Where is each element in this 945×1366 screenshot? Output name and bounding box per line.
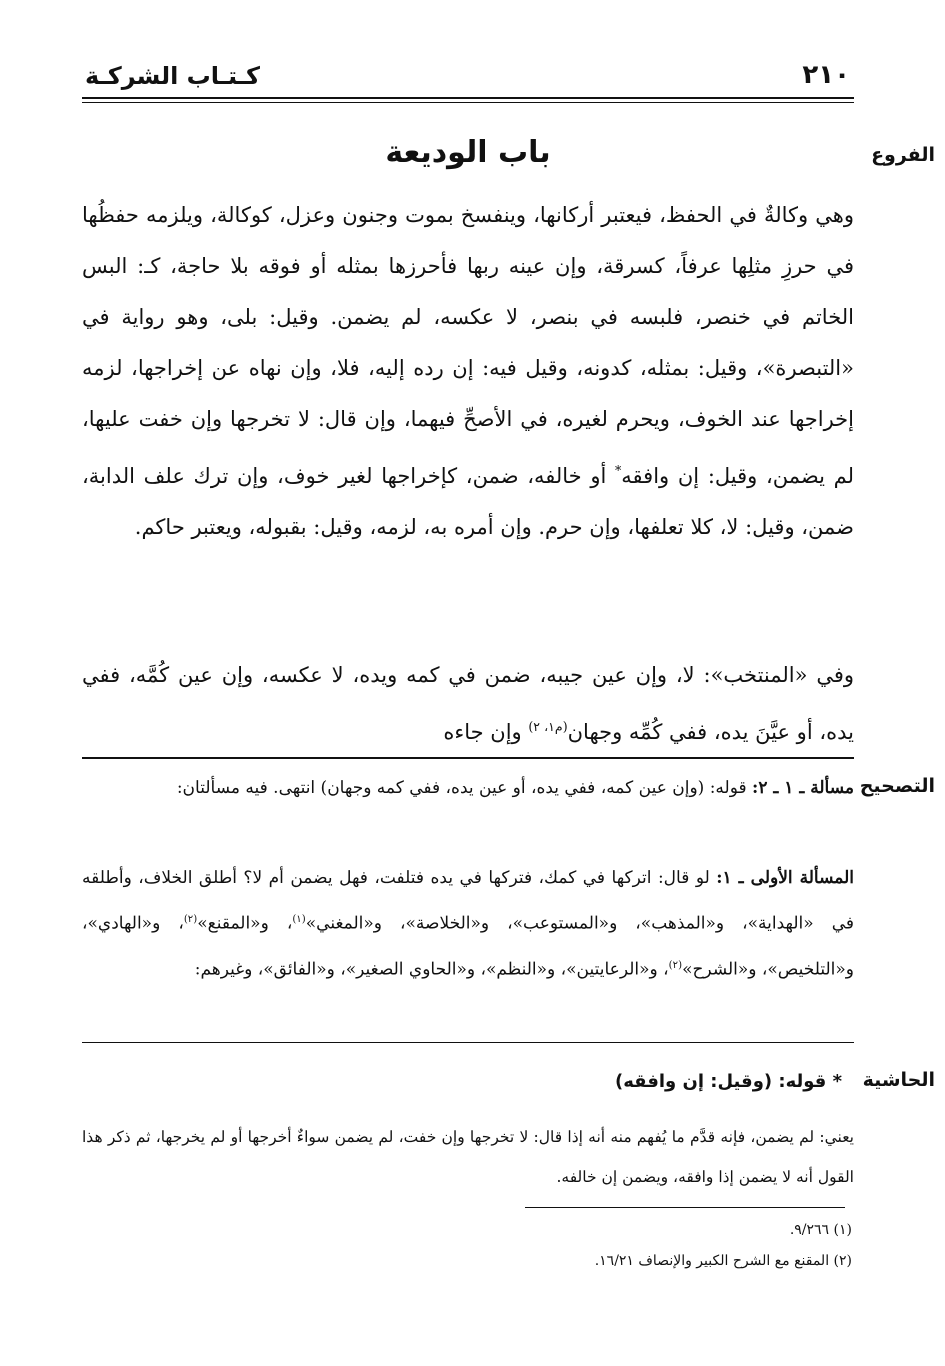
header-rule <box>82 97 854 99</box>
margin-label-furu: الفروع <box>871 144 935 166</box>
correction-issue-label-2: المسألة الأولى ـ ١: <box>716 868 854 888</box>
section-divider-2 <box>82 1042 854 1043</box>
correction-issue-label: مسألة ـ ١ ـ ٢: <box>752 778 854 798</box>
footnote-2: (٢) المقنع مع الشرح الكبير والإنصاف ١٦/٢١. <box>594 1253 852 1269</box>
hashiya-heading: * قوله: (وقيل: إن وافقه) <box>614 1071 842 1092</box>
main-paragraph-1 <box>82 190 854 553</box>
section-divider <box>82 757 854 759</box>
correction-text-3: ، و«المقنع» <box>197 913 293 934</box>
main-text-part-3: وفي «المنتخب»: لا، وإن عين جيبه، ضمن في كمه ويده، لا عكسه، وإن عين كُمَّه، ففي يده، أو عيَّنَ يده، ففي كُمِّه وجهان <box>82 663 854 744</box>
correction-paragraph-1 <box>82 767 854 809</box>
main-text-part-4: وإن جاءه <box>443 720 529 744</box>
hashiya-text: يعني: لم يضمن، فإنه قدَّم ما يُفهم منه أنه إذا قال: لا تخرجها وإن خفت، لم يضمن سواءٌ أخرجها أو لم يخرجها، ثم ذكر هذا القول أنه لا يضمن إذا وافقه، ويضمن إن خالفه. <box>82 1128 854 1186</box>
main-text-part-2: أو خالفه، ضمن، كإخراجها لغير خوف، وإن ترك علف الدابة، ضمن، وقيل: لا، كلا تعلفها، وإن حرم. وإن أمره به، لزمه، وقيل: بقبوله، ويعتبر حاكم. <box>82 464 854 539</box>
footnote-ref-2: (٢) <box>183 914 198 925</box>
main-paragraph-2 <box>82 650 854 758</box>
margin-label-hashiya: الحاشية <box>862 1069 935 1091</box>
correction-text-2: لو قال: اتركها في كمك، فتركها في يده فتلفت، فهل يضمن أم لا؟ أطلق الخلاف، وأطلقه في «الهداية»، و«المذهب»، و«المستوعب»، و«الخلاصة»، و«المغني» <box>82 868 854 934</box>
footnote-ref-1: (١) <box>292 914 306 925</box>
page-number: ٢١٠ <box>802 60 850 90</box>
correction-text-4: ، و«الهادي»، و«التلخيص»، و«الشرح» <box>82 913 854 980</box>
correction-text-5: ، و«الرعايتين»، و«النظم»، و«الحاوي الصغير»، و«الفائق»، وغيرهم: <box>194 959 669 980</box>
margin-label-tashih: التصحيح <box>859 775 935 797</box>
footnote-1: (١) ٩/٢٦٦. <box>789 1222 852 1238</box>
header-rule-thin <box>82 102 854 103</box>
correction-reference: (م١، ٢) <box>528 719 568 734</box>
footnote-ref-3: (٢) <box>668 959 683 971</box>
main-text-part-1: وهي وكالةٌ في الحفظ، فيعتبر أركانها، وينفسخ بموت وجنون وعزل، كوكالة، ويلزمه حفظُها في حرزِ مثلِها عرفاً، كسرقة، وإن عينه ربها فأحرزها بمثله أو فوقه بلا حاجة، كـ: البس الخاتم في خنصر، فلبسه في بنصر، لا عكسه، لم يضمن. وقيل: بلى، وهو رواية في «التبصرة»، وقيل: بمثله، كدونه، وقيل فيه: إن رده إليه، فلا، وإن نهاه عن إخراجها، لزمه إخراجها عند الخوف، ويحرم لغيره، في الأصحِّ فيهما، وإن قال: لا تخرجها وإن خفت عليها، لم يضمن، وقيل: إن وافقه <box>82 203 855 488</box>
correction-paragraph-2 <box>82 857 854 990</box>
footnote-rule <box>525 1207 845 1208</box>
hashiya-marker: * <box>615 463 622 478</box>
correction-text-1: قوله: (وإن عين كمه، ففي يده، أو عين يده، ففي كمه وجهان) انتهى. فيه مسألتان: <box>176 778 753 798</box>
chapter-title: باب الوديعة <box>385 135 551 170</box>
running-title: كـتـاب الشركـة <box>85 62 260 90</box>
